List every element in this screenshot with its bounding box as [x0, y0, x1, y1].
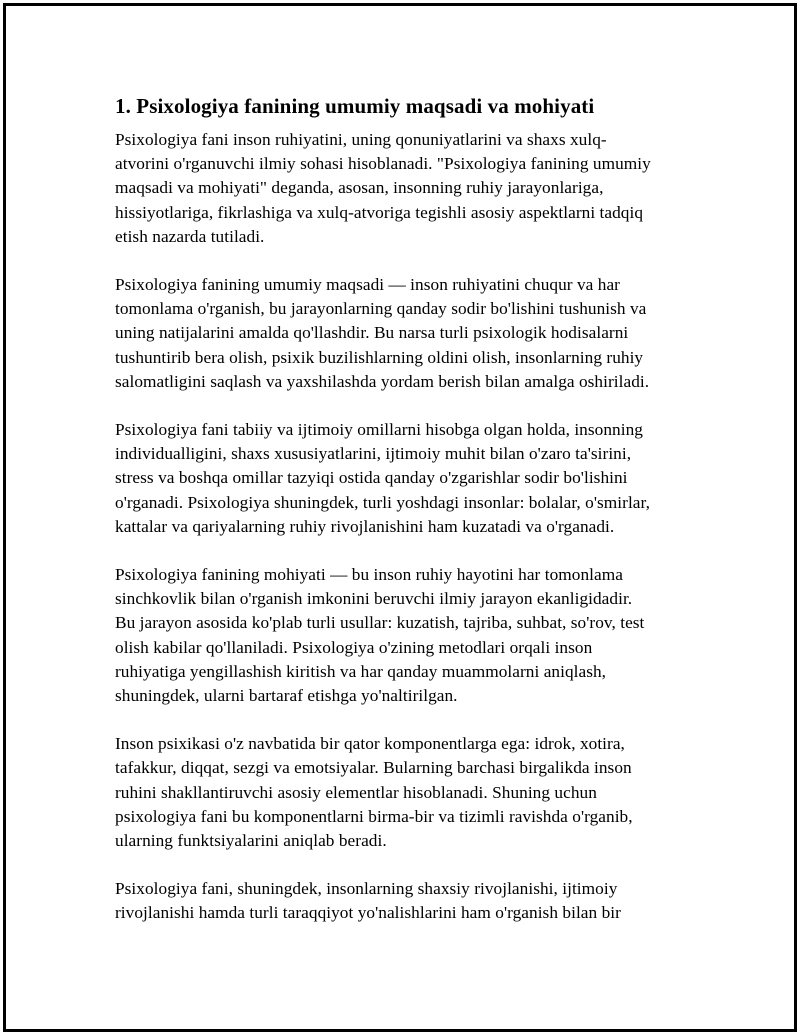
body-paragraph: [115, 563, 695, 708]
paragraph-line: kattalar va qariyalarning ruhiy rivojlanishini ham kuzatadi va o'rganadi.: [115, 516, 615, 536]
section-heading: 1. Psixologiya fanining umumiy maqsadi va mohiyati: [115, 94, 595, 118]
paragraph-line: tomonlama o'rganish, bu jarayonlarning qanday sodir bo'lishini tushunish va: [115, 299, 647, 319]
paragraph-line: etish nazarda tutiladi.: [115, 226, 265, 246]
paragraph-line: Psixologiya fanining mohiyati — bu inson ruhiy hayotini har tomonlama: [115, 565, 623, 585]
paragraph-line: shuningdek, ularni bartaraf etishga yo'naltirilgan.: [115, 686, 458, 706]
paragraph-line: maqsadi va mohiyati" deganda, asosan, insonning ruhiy jarayonlariga,: [115, 178, 604, 198]
paragraph-line: Psixologiya fanining umumiy maqsadi — inson ruhiyatini chuqur va har: [115, 275, 620, 295]
body-paragraph: [115, 877, 695, 925]
paragraph-line: sinchkovlik bilan o'rganish imkonini beruvchi ilmiy jarayon ekanligidadir.: [115, 589, 633, 609]
paragraph-line: rivojlanishi hamda turli taraqqiyot yo'nalishlarini ham o'rganish bilan bir: [115, 903, 621, 923]
paragraph-line: individualligini, shaxs xususiyatlarini, ijtimoiy muhit bilan o'zaro ta'sirini,: [115, 444, 632, 464]
body-paragraph: [115, 128, 695, 249]
paragraph-line: Psixologiya fani, shuningdek, insonlarning shaxsiy rivojlanishi, ijtimoiy: [115, 879, 618, 899]
paragraph-line: olish kabilar qo'llaniladi. Psixologiya o'zining metodlari orqali inson: [115, 637, 593, 657]
paragraph-line: tafakkur, diqqat, sezgi va emotsiyalar. Bularning barchasi birgalikda inson: [115, 758, 632, 778]
paragraph-line: psixologiya fani bu komponentlarni birma-bir va tizimli ravishda o'rganib,: [115, 806, 633, 826]
paragraph-line: Inson psixikasi o'z navbatida bir qator komponentlarga ega: idrok, xotira,: [115, 734, 625, 754]
paragraph-line: ruhiyatiga yengillashish kiritish va har qanday muammolarni aniqlash,: [115, 661, 607, 681]
paragraph-line: ruhini shakllantiruvchi asosiy elementlar hisoblanadi. Shuning uchun: [115, 782, 597, 802]
paragraph-line: uning natijalarini amalda qo'llashdir. Bu narsa turli psixologik hodisalarni: [115, 323, 629, 343]
paragraph-line: tushuntirib bera olish, psixik buzilishlarning oldini olish, insonlarning ruhiy: [115, 347, 644, 367]
body-paragraph: [115, 732, 695, 853]
paragraph-line: atvorini o'rganuvchi ilmiy sohasi hisoblanadi. "Psixologiya fanining umumiy: [115, 154, 651, 174]
paragraph-line: Bu jarayon asosida ko'plab turli usullar: kuzatish, tajriba, suhbat, so'rov, test: [115, 613, 645, 633]
paragraph-line: o'rganadi. Psixologiya shuningdek, turli yoshdagi insonlar: bolalar, o'smirlar,: [115, 492, 651, 512]
body-paragraph: [115, 418, 695, 539]
paragraph-line: Psixologiya fani tabiiy va ijtimoiy omillarni hisobga olgan holda, insonning: [115, 420, 643, 440]
paragraph-line: hissiyotlariga, fikrlashiga va xulq-atvoriga tegishli asosiy aspektlarni tadqiq: [115, 202, 644, 222]
document-body: [115, 92, 695, 950]
body-paragraph: [115, 273, 695, 394]
paragraph-line: Psixologiya fani inson ruhiyatini, uning qonuniyatlarini va shaxs xulq-: [115, 130, 607, 149]
paragraph-list: [115, 128, 695, 926]
paragraph-line: salomatligini saqlash va yaxshilashda yordam berish bilan amalga oshiriladi.: [115, 371, 650, 391]
paragraph-line: ularning funktsiyalarini aniqlab beradi.: [115, 831, 387, 851]
paragraph-line: stress va boshqa omillar tazyiqi ostida qanday o'zgarishlar sodir bo'lishini: [115, 468, 628, 488]
